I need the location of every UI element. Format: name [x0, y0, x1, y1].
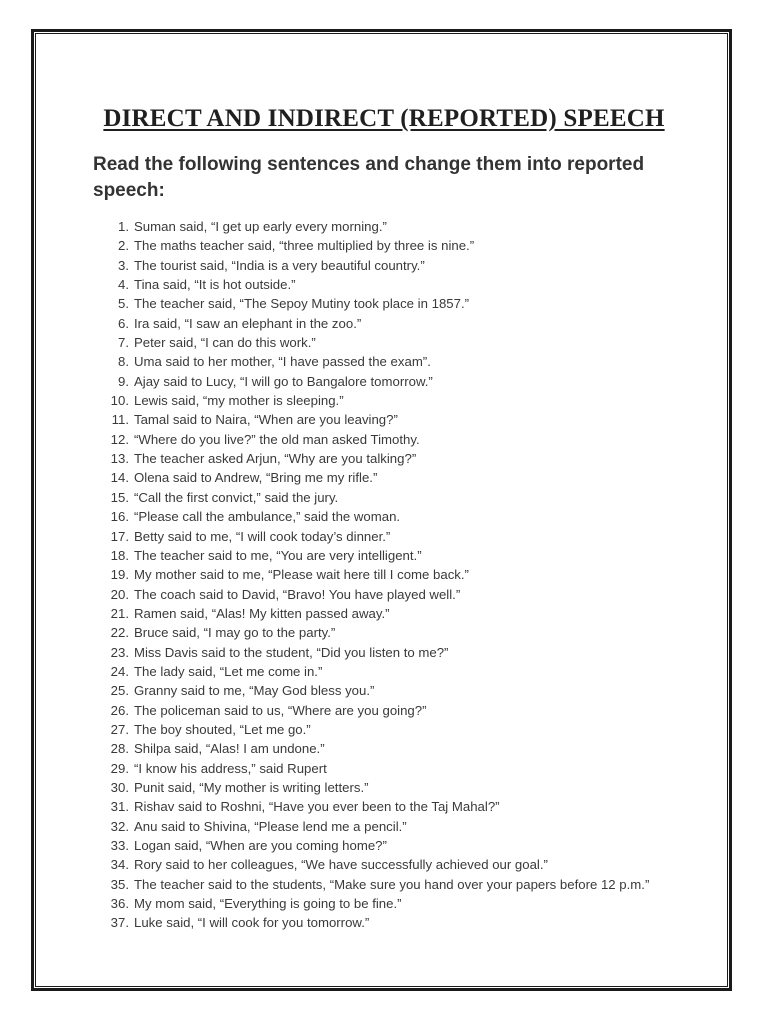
question-text: Punit said, “My mother is writing letters.”: [134, 779, 369, 795]
question-text: The tourist said, “India is a very beautiful country.”: [134, 257, 425, 273]
question-item: [104, 391, 704, 410]
question-list: [104, 217, 704, 933]
question-item: [104, 681, 704, 700]
question-item: [104, 372, 704, 391]
question-number: 23.: [110, 644, 129, 660]
question-item: [104, 797, 704, 816]
question-item: [104, 314, 704, 333]
question-number: 36.: [110, 896, 129, 912]
question-text: “I know his address,” said Rupert: [134, 760, 327, 776]
question-text: Ira said, “I saw an elephant in the zoo.”: [134, 315, 362, 331]
question-text: The teacher said to the students, “Make sure you hand over your papers before 12 p.m.”: [134, 876, 650, 892]
question-item: [104, 701, 704, 720]
question-text: My mom said, “Everything is going to be fine.”: [134, 896, 402, 912]
question-text: The teacher asked Arjun, “Why are you talking?”: [134, 451, 417, 467]
question-number: 33.: [110, 838, 129, 853]
question-number: 11.: [111, 412, 129, 428]
question-number: 19.: [110, 567, 129, 583]
question-item: [104, 585, 704, 604]
question-text: Miss Davis said to the student, “Did you listen to me?”: [134, 644, 449, 660]
question-text: Peter said, “I can do this work.”: [134, 335, 316, 351]
question-text: “Where do you live?” the old man asked Timothy.: [134, 431, 420, 447]
question-item: [104, 875, 704, 894]
question-number: 21.: [110, 605, 129, 621]
question-number: 30.: [110, 779, 129, 795]
question-text: Bruce said, “I may go to the party.”: [134, 625, 336, 641]
question-number: 34.: [110, 857, 129, 873]
question-item: [104, 720, 704, 739]
question-text: Uma said to her mother, “I have passed the exam”.: [134, 354, 431, 370]
question-item: [104, 256, 704, 275]
question-text: Luke said, “I will cook for you tomorrow.”: [134, 915, 370, 931]
question-item: [104, 449, 704, 468]
question-number: 5.: [118, 296, 129, 312]
question-number: 28.: [110, 741, 129, 757]
question-number: 12.: [110, 431, 129, 447]
question-number: 14.: [110, 470, 129, 486]
question-number: 26.: [110, 702, 129, 718]
question-item: [104, 739, 704, 758]
question-text: Olena said to Andrew, “Bring me my rifle.”: [134, 470, 378, 486]
question-number: 27.: [110, 721, 129, 737]
question-number: 20.: [110, 586, 129, 602]
question-item: [104, 546, 704, 565]
question-text: Tamal said to Naira, “When are you leaving?”: [134, 412, 398, 428]
question-item: [104, 623, 704, 642]
question-item: [104, 410, 704, 429]
question-item: [104, 294, 704, 313]
question-text: Tina said, “It is hot outside.”: [134, 277, 296, 293]
question-text: Suman said, “I get up early every morning.”: [134, 219, 387, 234]
question-item: [104, 855, 704, 874]
question-text: Logan said, “When are you coming home?”: [134, 838, 387, 853]
question-text: The lady said, “Let me come in.”: [134, 663, 323, 679]
question-item: [104, 488, 704, 507]
question-item: [104, 275, 704, 294]
question-number: 7.: [118, 335, 129, 351]
question-number: 37.: [110, 915, 129, 931]
question-number: 22.: [110, 625, 129, 641]
question-item: [104, 527, 704, 546]
question-text: The teacher said, “The Sepoy Mutiny took place in 1857.”: [134, 296, 469, 312]
question-item: [104, 662, 704, 681]
question-item: [104, 236, 704, 255]
question-item: [104, 604, 704, 623]
question-number: 10.: [110, 393, 129, 409]
question-item: [104, 778, 704, 797]
question-number: 2.: [118, 238, 129, 254]
question-text: The boy shouted, “Let me go.”: [134, 721, 311, 737]
question-item: [104, 352, 704, 371]
question-item: [104, 468, 704, 487]
question-number: 31.: [110, 799, 129, 815]
question-number: 17.: [110, 528, 129, 544]
question-number: 29.: [110, 760, 129, 776]
question-text: The policeman said to us, “Where are you going?”: [134, 702, 427, 718]
question-number: 25.: [110, 683, 129, 699]
question-item: [104, 836, 704, 855]
question-text: Betty said to me, “I will cook today’s dinner.”: [134, 528, 391, 544]
document-title: DIRECT AND INDIRECT (REPORTED) SPEECH: [103, 105, 665, 132]
question-text: The teacher said to me, “You are very intelligent.”: [134, 547, 422, 563]
question-number: 16.: [110, 509, 129, 525]
question-number: 35.: [110, 876, 129, 892]
question-number: 1.: [118, 219, 129, 234]
question-text: Anu said to Shivina, “Please lend me a pencil.”: [134, 818, 407, 834]
question-number: 13.: [110, 451, 129, 467]
question-item: [104, 913, 704, 932]
question-item: [104, 643, 704, 662]
instruction-text: Read the following sentences and change them into reported speech:: [93, 154, 645, 201]
question-item: [104, 894, 704, 913]
question-number: 9.: [118, 373, 129, 389]
question-number: 18.: [110, 547, 129, 563]
question-item: [104, 565, 704, 584]
question-text: The coach said to David, “Bravo! You have played well.”: [134, 586, 461, 602]
question-text: “Call the first convict,” said the jury.: [134, 489, 339, 505]
question-text: Ajay said to Lucy, “I will go to Bangalore tomorrow.”: [134, 373, 433, 389]
question-number: 24.: [110, 663, 129, 679]
question-item: [104, 430, 704, 449]
question-item: [104, 759, 704, 778]
question-text: The maths teacher said, “three multiplied by three is nine.”: [134, 238, 475, 254]
question-text: “Please call the ambulance,” said the woman.: [134, 509, 401, 525]
question-text: Ramen said, “Alas! My kitten passed away.”: [134, 605, 390, 621]
question-text: Granny said to me, “May God bless you.”: [134, 683, 375, 699]
question-number: 4.: [118, 277, 129, 293]
question-number: 6.: [118, 315, 129, 331]
question-number: 32.: [110, 818, 129, 834]
question-text: Rishav said to Roshni, “Have you ever been to the Taj Mahal?”: [134, 799, 500, 815]
question-item: [104, 507, 704, 526]
question-number: 3.: [118, 257, 129, 273]
question-number: 8.: [118, 354, 129, 370]
question-item: [104, 817, 704, 836]
question-item: [104, 333, 704, 352]
question-text: Rory said to her colleagues, “We have successfully achieved our goal.”: [134, 857, 548, 873]
question-text: Lewis said, “my mother is sleeping.”: [134, 393, 344, 409]
question-text: My mother said to me, “Please wait here till I come back.”: [134, 567, 469, 583]
question-number: 15.: [110, 489, 129, 505]
question-item: [104, 217, 704, 236]
question-text: Shilpa said, “Alas! I am undone.”: [134, 741, 325, 757]
